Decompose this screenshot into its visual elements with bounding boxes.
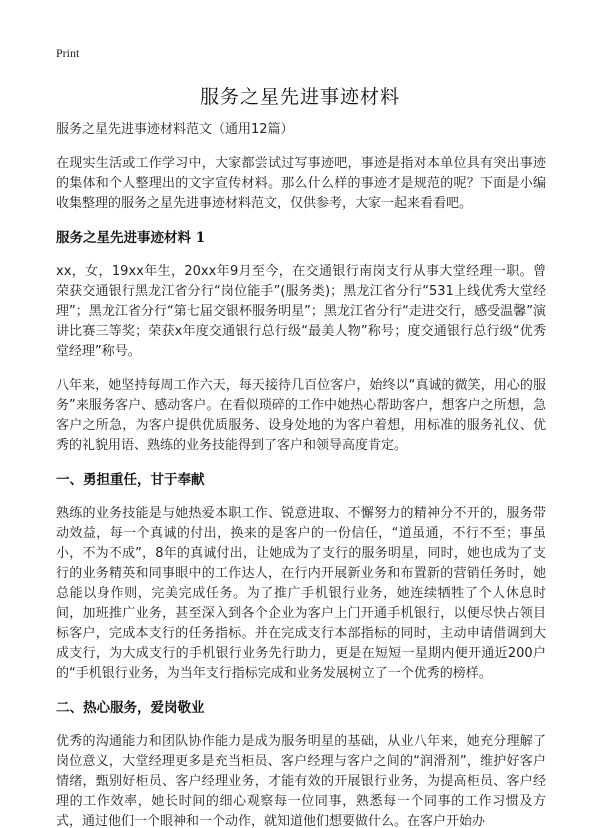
- section-1-paragraph-2: 八年来，她坚持每周工作六天，每天接待几百位客户，始终以“真诚的微笑，用心的服务”来服务客户、感动客户。在看似琐碎的工作中她热心帮助客户，想客户之所想，急客户之所急，为客户提供优质服务、设身处地的为客户着想，用标准的服务礼仪、优秀的礼貌用语、熟练的业务技能得到了客户和领导高度肯定。: [56, 378, 546, 453]
- article-subtitle: 服务之星先进事迹材料范文（通用12篇）: [56, 122, 294, 137]
- section-heading-3: 二、热心服务，爱岗敬业: [56, 700, 205, 716]
- section-2-paragraph-1: 熟练的业务技能是与她热爱本职工作、锐意进取、不懈努力的精神分不开的，服务带动效益，每一个真诚的付出，换来的是客户的一份信任，“道虽通，不行不至；事虽小，不为不成”，8年的真诚付出，让她成为了支行的服务明星，同时，她也成为了支行的业务精英和同事眼中的工作达人，在行内开展新业务和布置新的营销任务时，她总能以身作则，完美完成任务。为了推广手机银行业务，她连续牺牲了个人休息时间，加班推广业务，甚至深入到各个企业为客户上门开通手机银行，以便尽快占领目标客户，完成本支行的任务指标。并在完成支行本部指标的同时，主动申请借调到大成支行，为大成支行的手机银行业务先行助力，更是在短短一星期内便开通近200户的“手机银行业务，为当年支行指标完成和业务发展树立了一个优秀的榜样。: [56, 506, 546, 681]
- page-title: 服务之星先进事迹材料: [199, 86, 400, 108]
- section-3-paragraph-1: 优秀的沟通能力和团队协作能力是成为服务明星的基础，从业八年来，她充分理解了岗位意义，大堂经理更多是充当柜员、客户经理与客户之间的“润滑剂”，维护好客户情绪，甄别好柜员、客户经理业务，才能有效的开展银行业务，为提高柜员、客户经理的工作效率，她长时间的细心观察每一位同事，熟悉每一个同事的工作习惯及方式，通过他们一个眼神和一个动作，就知道他们想要做什么。在客户开始办: [56, 734, 546, 828]
- print-link[interactable]: Print: [56, 46, 80, 60]
- section-1-paragraph-1: xx，女，19xx年生，20xx年9月至今，在交通银行南岗支行从事大堂经理一职。曾荣获交通银行黑龙江省分行“岗位能手”(服务类)；黑龙江省分行“531上线优秀大堂经理”；黑龙江省分行“第七届交银杯服务明星”；黑龙江省分行“走进交行，感受温馨”演讲比赛三等奖；荣获x年度交通银行总行级“最美人物”称号；度交通银行总行级“优秀堂经理”称号。: [56, 264, 546, 359]
- section-heading-2: 一、勇担重任，甘于奉献: [56, 472, 205, 488]
- section-heading-1: 服务之星先进事迹材料 1: [56, 230, 206, 246]
- article-body: [56, 120, 546, 828]
- intro-paragraph: 在现实生活或工作学习中，大家都尝试过写事迹吧，事迹是指对本单位具有突出事迹的集体和个人整理出的文字宣传材料。那么什么样的事迹才是规范的呢？下面是小编收集整理的服务之星先进事迹材料范文，仅供参考，大家一起来看看吧。: [56, 156, 546, 211]
